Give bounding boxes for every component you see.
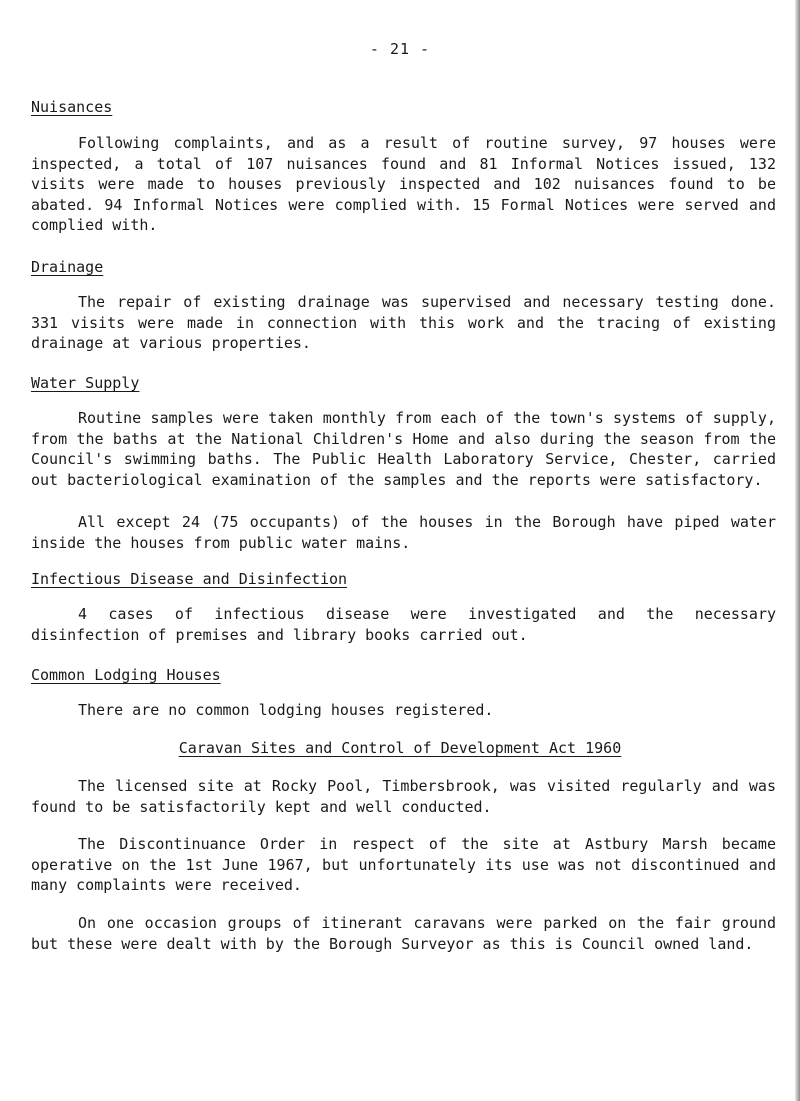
- paragraph-water-supply-2: All except 24 (75 occupants) of the houses in the Borough have piped water inside the houses from public water mains.: [31, 513, 776, 552]
- paragraph-nuisances: Following complaints, and as a result of routine survey, 97 houses were inspected, a total of 107 nuisances found and 81 Informal Notices issued, 132 visits were made to houses previously inspected and 102 nuisances found to be abated. 94 Informal Notices were complied with. 15 Formal Notices were served and complied with.: [31, 134, 776, 234]
- paragraph-caravan-sites-2: The Discontinuance Order in respect of the site at Astbury Marsh became operative on the 1st June 1967, but unfortunately its use was not discontinued and many complaints were received.: [31, 835, 776, 894]
- paragraph-common-lodging: There are no common lodging houses registered.: [78, 701, 494, 719]
- heading-common-lodging: Common Lodging Houses: [31, 666, 221, 684]
- paragraph-infectious-disease: 4 cases of infectious disease were investigated and the necessary disinfection of premises and library books carried out.: [31, 605, 776, 644]
- page-number: - 21 -: [369, 40, 431, 58]
- page-edge-shadow: [795, 0, 800, 1101]
- paragraph-caravan-sites-1: The licensed site at Rocky Pool, Timbersbrook, was visited regularly and was found to be satisfactorily kept and well conducted.: [31, 777, 776, 816]
- heading-water-supply: Water Supply: [31, 374, 140, 392]
- paragraph-caravan-sites-3: On one occasion groups of itinerant caravans were parked on the fair ground but these were dealt with by the Borough Surveyor as this is Council owned land.: [31, 914, 776, 953]
- paragraph-drainage: The repair of existing drainage was supervised and necessary testing done. 331 visits were made in connection with this work and the tracing of existing drainage at various properties.: [31, 293, 776, 352]
- heading-caravan-sites: Caravan Sites and Control of Development Act 1960: [178, 739, 622, 757]
- heading-drainage: Drainage: [31, 258, 104, 276]
- heading-infectious-disease: Infectious Disease and Disinfection: [31, 570, 348, 588]
- heading-nuisances: Nuisances: [31, 98, 113, 116]
- paragraph-water-supply-1: Routine samples were taken monthly from each of the town's systems of supply, from the baths at the National Children's Home and also during the season from the Council's swimming baths. The Public Health Laboratory Service, Chester, carried out bacteriological examination of the samples and the reports were satisfactory.: [31, 409, 776, 489]
